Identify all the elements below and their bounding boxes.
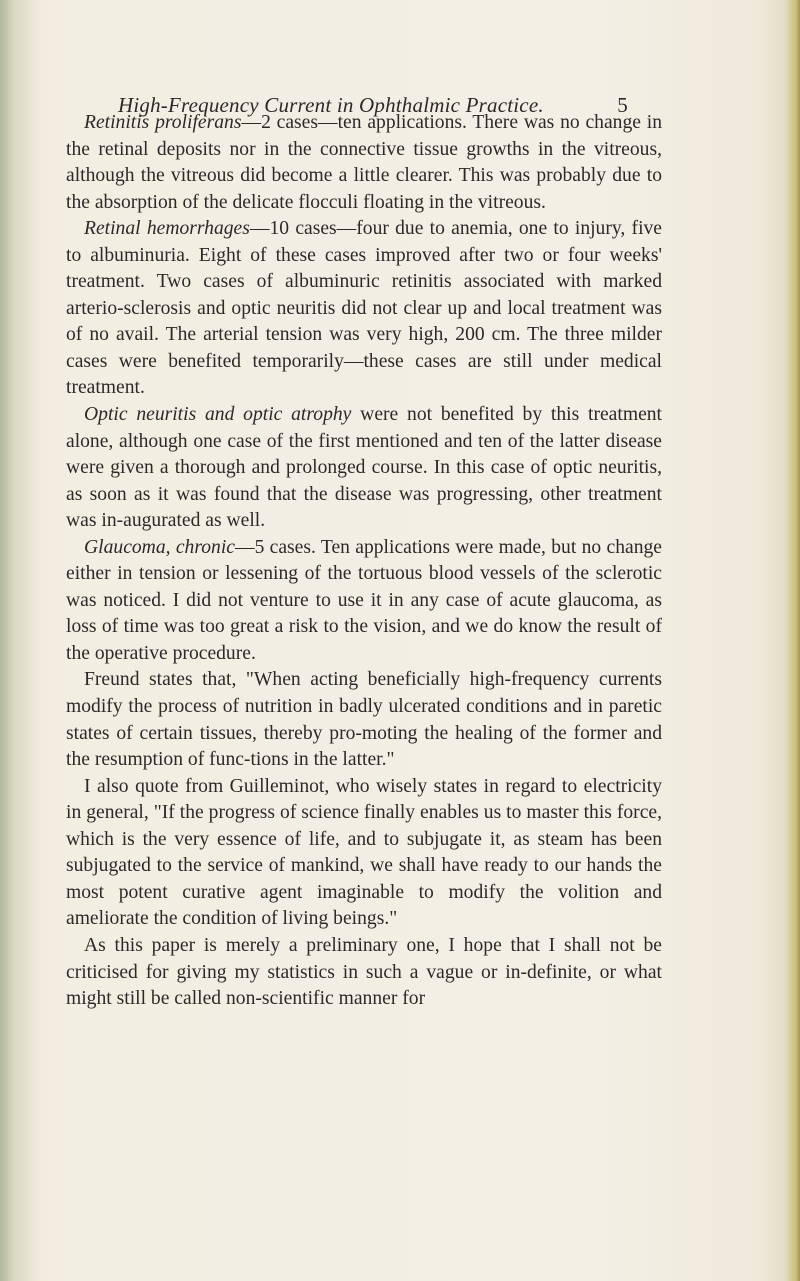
paragraph-retinitis-proliferans	[66, 110, 662, 216]
paragraph-lead: Retinal hemorrhages	[84, 218, 250, 240]
paragraph-guilleminot-quote	[66, 774, 662, 933]
paragraph-glaucoma	[66, 535, 662, 668]
paragraph-text: —2 cases—ten applications. There was no change in the retinal deposits nor in the connective tissue growths in the vitreous, although the vitreous did become a little clearer. This was probably due to the absorption of the delicate flocculi floating in the vitreous.	[66, 112, 662, 213]
paragraph-freund-quote	[66, 667, 662, 773]
paragraph-lead: Glaucoma, chronic	[84, 536, 235, 558]
paragraph-lead: Optic neuritis and optic atrophy	[84, 404, 352, 426]
paragraph-text: As this paper is merely a preliminary one, I hope that I shall not be criticised for giving my statistics in such a vague or in-definite, or what might still be called non-scientific manner for	[66, 934, 662, 1010]
paragraph-text: —10 cases—four due to anemia, one to injury, five to albuminuria. Eight of these cases improved after two or four weeks' treatment. Two cases of albuminuric retinitis associated with marked arterio-sclerosis and optic neuritis did not clear up and local treatment was of no avail. The arterial tension was very high, 200 cm. The three milder cases were benefited temporarily—these cases are still under medical treatment.	[66, 218, 663, 399]
page-edge-discoloration	[786, 0, 800, 1281]
page-gutter-shadow	[0, 0, 38, 1281]
running-title: High-Frequency Current in Ophthalmic Practice.	[118, 93, 544, 117]
paragraph-optic-neuritis	[66, 402, 662, 535]
body-text	[66, 110, 662, 1013]
paragraph-lead: Retinitis proliferans	[84, 112, 242, 133]
page-number: 5	[617, 93, 628, 117]
paragraph-preliminary-note	[66, 933, 662, 1013]
paragraph-text: Freund states that, "When acting beneficially high-frequency currents modify the process of nutrition in badly ulcerated conditions and in paretic states of certain tissues, thereby pro-moting the healing of the former and the resumption of func-tions in the latter."	[66, 669, 662, 771]
paragraph-retinal-hemorrhages	[66, 216, 662, 402]
paragraph-text: were not benefited by this treatment alone, although one case of the first mentioned and ten of the latter disease were given a thorough and prolonged course. In this case of optic neuritis, as soon as it was found that the disease was progressing, other treatment was in-augurated as well.	[66, 404, 663, 532]
paragraph-text: —5 cases. Ten applications were made, but no change either in tension or lessening of the tortuous blood vessels of the sclerotic was noticed. I did not venture to use it in any case of acute glaucoma, as loss of time was too great a risk to the vision, and we do know the result of the operative procedure.	[66, 536, 662, 664]
paragraph-text: I also quote from Guilleminot, who wisely states in regard to electricity in general, "If the progress of science finally enables us to master this force, which is the very essence of life, and to subjugate it, as steam has been subjugated to the service of mankind, we shall have ready to our hands the most potent curative agent imaginable to modify the volition and ameliorate the condition of living beings."	[66, 775, 662, 930]
